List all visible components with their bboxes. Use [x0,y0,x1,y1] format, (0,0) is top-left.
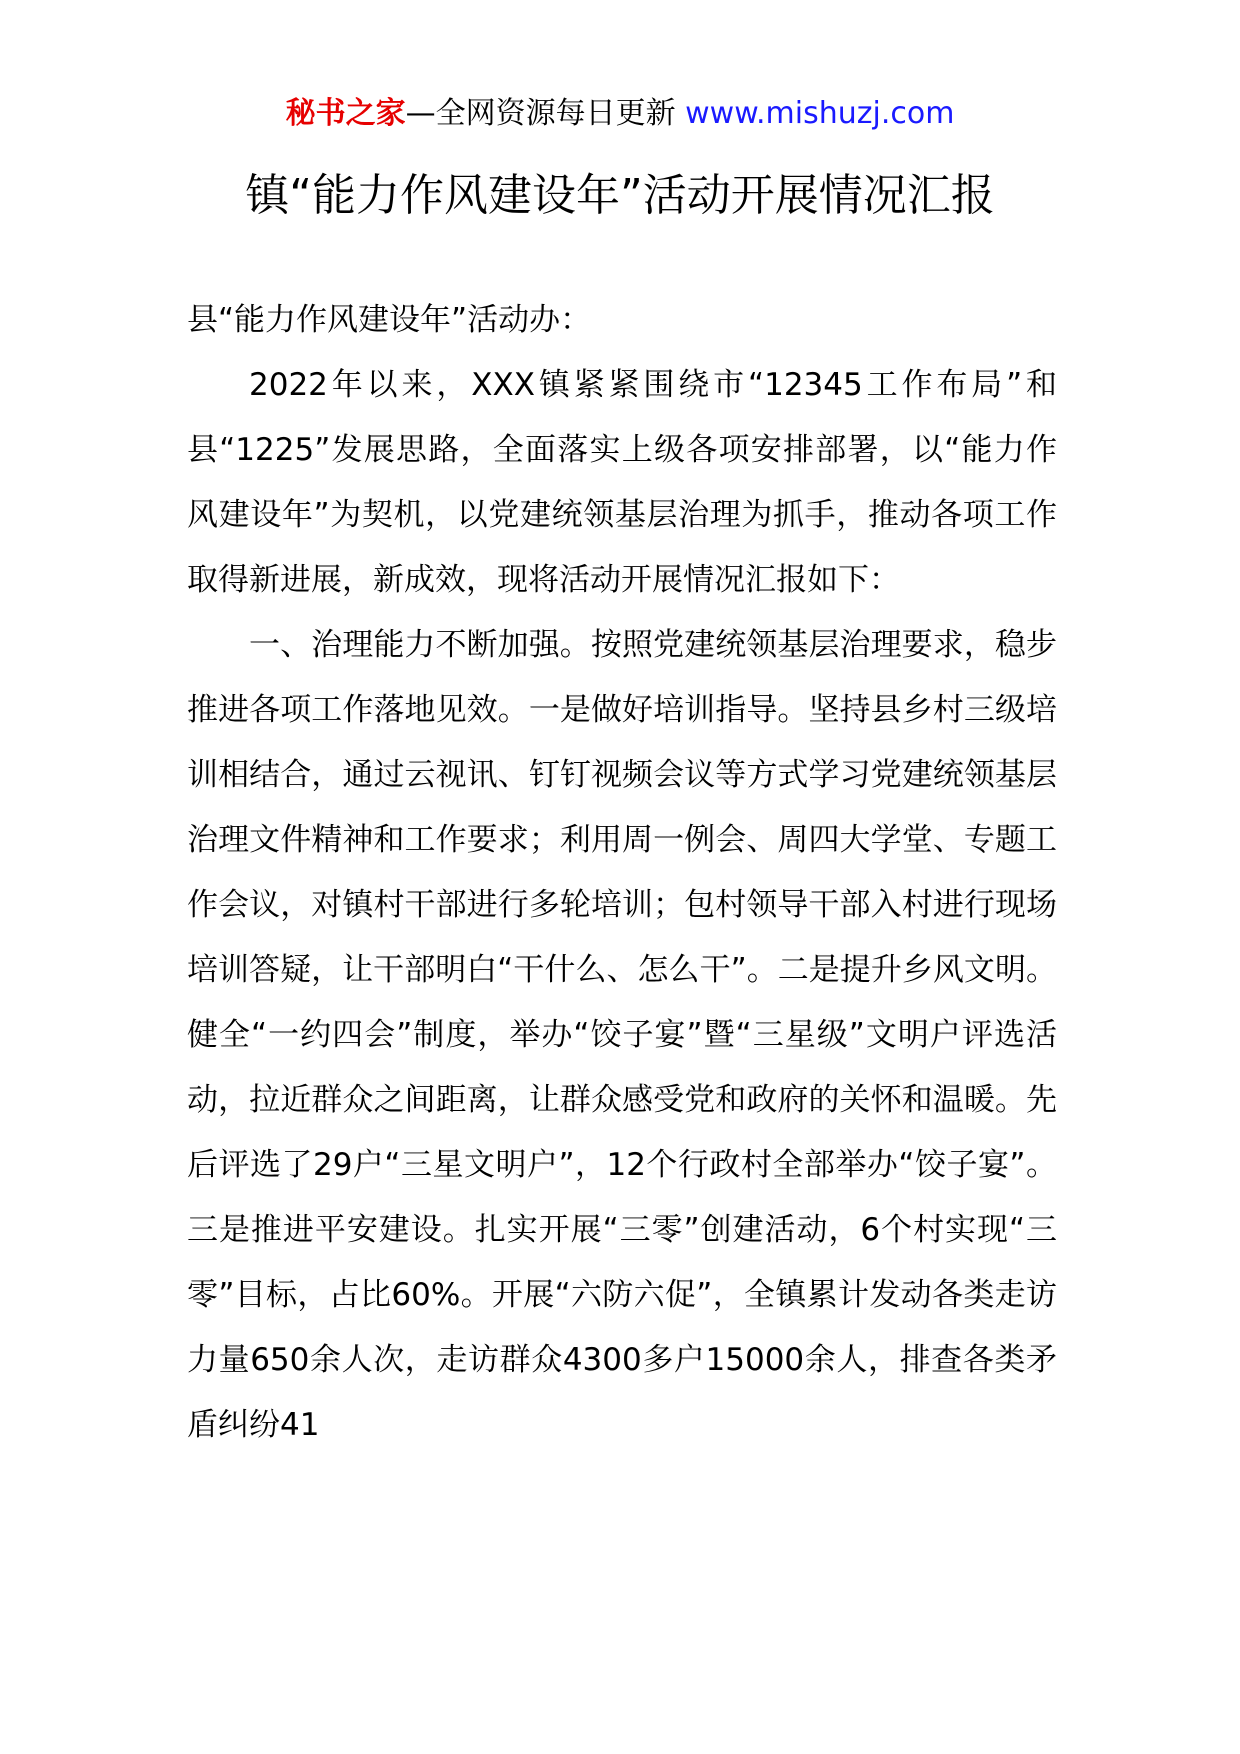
site-header [0,94,1240,134]
paragraph-section-one: 一、治理能力不断加强。按照党建统领基层治理要求，稳步推进各项工作落地见效。一是做好培训指导。坚持县乡村三级培训相结合，通过云视讯、钉钉视频会议等方式学习党建统领基层治理文件精神和工作要求；利用周一例会、周四大学堂、专题工作会议，对镇村干部进行多轮培训；包村领导干部入村进行现场培训答疑，让干部明白“干什么、怎么干”。二是提升乡风文明。健全“一约四会”制度，举办“饺子宴”暨“三星级”文明户评选活动，拉近群众之间距离，让群众感受党和政府的关怀和温暖。先后评选了29户“三星文明户”，12个行政村全部举办“饺子宴”。三是推进平安建设。扎实开展“三零”创建活动，6个村实现“三零”目标，占比60%。开展“六防六促”，全镇累计发动各类走访力量650余人次，走访群众4300多户15000余人，排查各类矛盾纠纷41 [187,627,1057,1443]
site-brand: 秘书之家 [285,96,406,131]
document-title: 镇“能力作风建设年”活动开展情况汇报 [245,170,995,221]
paragraph-intro: 2022年以来，XXX镇紧紧围绕市“12345工作布局”和县“1225”发展思路，全面落实上级各项安排部署，以“能力作风建设年”为契机，以党建统领基层治理为抓手，推动各项工作取得新进展，新成效，现将活动开展情况汇报如下： [187,367,1057,598]
site-slogan: —全网资源每日更新 [405,96,676,131]
document-body [187,288,1057,1458]
salutation: 县“能力作风建设年”活动办： [187,302,592,338]
site-url-link[interactable]: www.mishuzj.com [685,96,955,131]
